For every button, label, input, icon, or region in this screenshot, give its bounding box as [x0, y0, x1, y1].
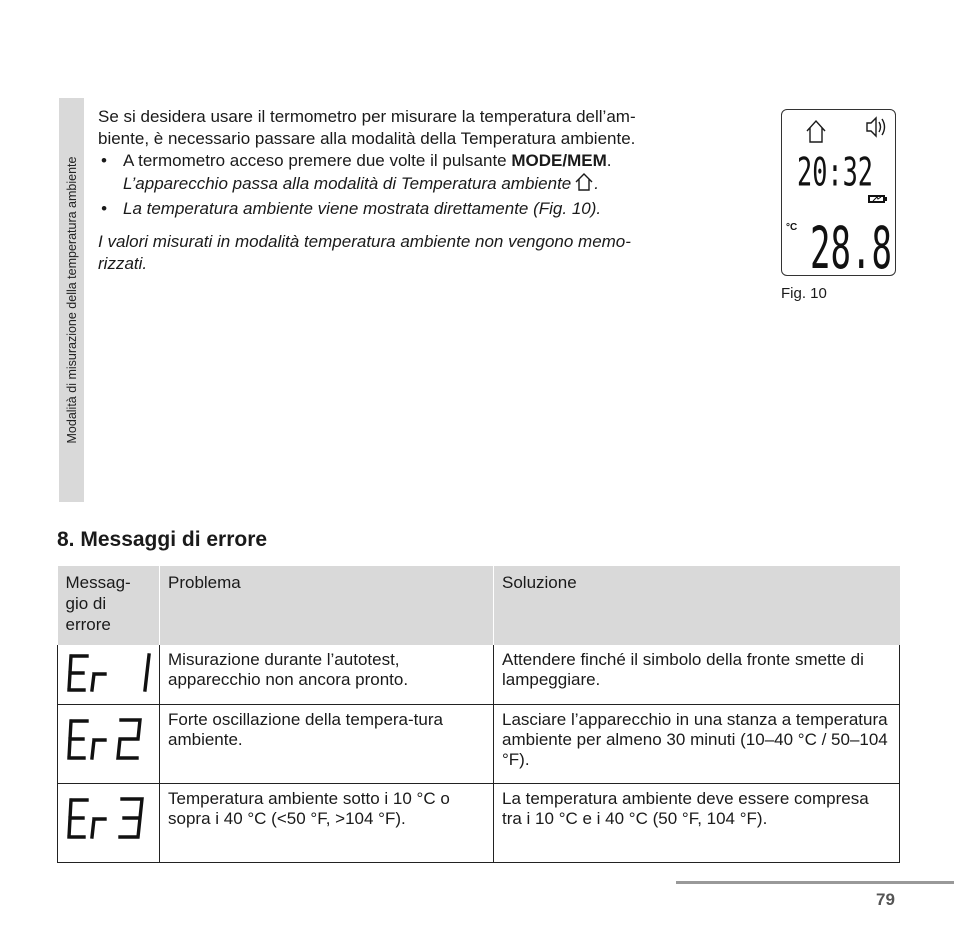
table-row: [58, 645, 900, 705]
page-number: 79: [876, 890, 895, 909]
figure-caption: Fig. 10: [781, 285, 827, 302]
error-messages-table: [57, 566, 900, 863]
display-temperature: 28.8: [810, 214, 892, 282]
problem-cell: Temperatura ambiente sotto i 10 °C o sopra i 40 °C (<50 °F, >104 °F).: [160, 784, 494, 863]
battery-icon: [868, 195, 887, 203]
intro-block: [98, 106, 758, 275]
display-time: 20:32: [797, 149, 873, 195]
intro-paragraph: [98, 106, 758, 150]
intro-line-1: Se si desidera usare il termometro per misurare la temperatura dell’am-: [98, 107, 636, 126]
error-code-cell: [58, 705, 160, 784]
error-code-cell: [58, 645, 160, 705]
header-problem: Problema: [160, 566, 494, 645]
problem-cell: Forte oscillazione della tempera-tura ambiente.: [160, 705, 494, 784]
table-row: [58, 784, 900, 863]
table-header-row: [58, 566, 900, 645]
instruction-item-2: • La temperatura ambiente viene mostrata direttamente (Fig. 10).: [98, 198, 758, 220]
problem-cell: Misurazione durante l’autotest, apparecchio non ancora pronto.: [160, 645, 494, 705]
header-solution: Soluzione: [494, 566, 900, 645]
intro-line-2: biente, è necessario passare alla modalità della Temperatura ambiente.: [98, 129, 636, 148]
home-icon: [574, 172, 594, 198]
side-section-label: Modalità di misurazione della temperatura ambiente: [64, 156, 79, 444]
instruction-item-1: • A termometro acceso premere due volte il pulsante MODE/MEM. L’apparecchio passa alla modalità di Temperatura ambiente .: [98, 150, 758, 198]
footer-rule: [676, 881, 954, 884]
home-icon: [807, 121, 825, 142]
solution-cell: Lasciare l’apparecchio in una stanza a temperatura ambiente per almeno 30 minuti (10–40 °C / 50–104 °F).: [494, 705, 900, 784]
error-code-cell: [58, 784, 160, 863]
instruction-list: [98, 150, 758, 220]
side-section-tab: [59, 98, 84, 502]
error-code-er1: [60, 647, 156, 697]
table-row: [58, 705, 900, 784]
solution-cell: La temperatura ambiente deve essere compresa tra i 10 °C e i 40 °C (50 °F, 104 °F).: [494, 784, 900, 863]
header-code: Messag- gio di errore: [58, 566, 160, 645]
error-code-er3: [60, 786, 156, 852]
solution-cell: Attendere finché il simbolo della fronte smette di lampeggiare.: [494, 645, 900, 705]
memory-note: I valori misurati in modalità temperatura ambiente non vengono memo- rizzati.: [98, 232, 631, 273]
section-heading: 8. Messaggi di errore: [57, 528, 268, 551]
error-code-er2: [60, 707, 156, 773]
mode-change-note: L’apparecchio passa alla modalità di Temperatura ambiente: [123, 174, 572, 193]
mode-mem-button-label: MODE/MEM: [511, 151, 607, 170]
thermometer-display-figure: [781, 109, 896, 282]
display-unit: °C: [786, 222, 798, 233]
speaker-icon: [867, 118, 885, 136]
